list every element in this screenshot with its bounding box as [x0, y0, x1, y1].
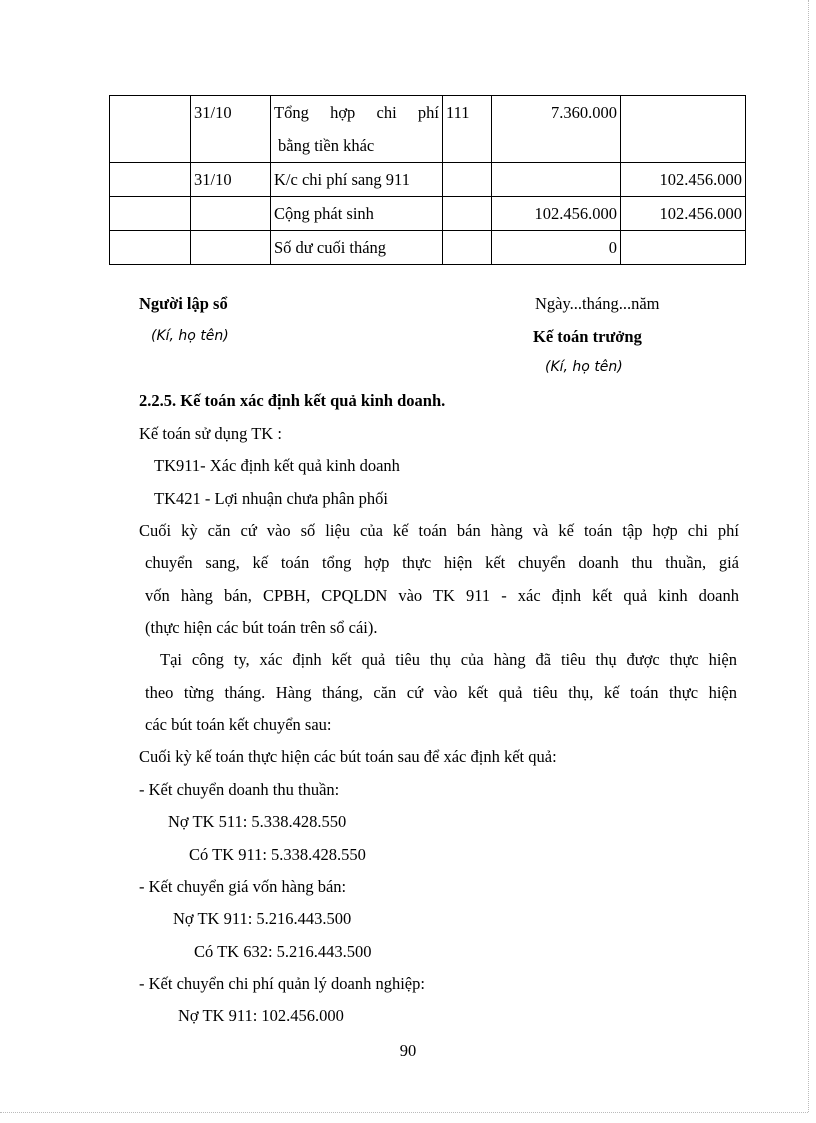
intro-line: Kế toán sử dụng TK : [139, 424, 282, 443]
word: hợp [330, 103, 356, 122]
entry-title: - Kết chuyển giá vốn hàng bán: [139, 877, 347, 896]
description-line-1 [274, 96, 439, 129]
page-border [0, 1112, 808, 1113]
page-number: 90 [399, 1041, 417, 1060]
description-cell [271, 96, 443, 163]
description-cell: K/c chi phí sang 911 [271, 163, 443, 197]
paragraph-line: Cuối kỳ kế toán thực hiện các bút toán sau để xác định kết quả: [139, 747, 557, 766]
paragraph-line: Tại công ty, xác định kết quả tiêu thụ của hàng đã tiêu thụ được thực hiện [160, 650, 737, 669]
entry-debit: Nợ TK 911: 102.456.000 [178, 1006, 344, 1025]
table-cell [110, 96, 191, 163]
account-cell: 111 [443, 96, 492, 163]
date-cell [191, 197, 271, 231]
word: phí [417, 103, 439, 122]
ledger-table [109, 95, 746, 265]
table-cell [110, 231, 191, 265]
paragraph-line: vốn hàng bán, CPBH, CPQLDN vào TK 911 - xác định kết quả kinh doanh [145, 586, 739, 605]
paragraph-line: Cuối kỳ căn cứ vào số liệu của kế toán bán hàng và kế toán tập hợp chi phí [139, 521, 739, 540]
debit-cell: 0 [492, 231, 621, 265]
page-border [808, 0, 809, 1112]
debit-cell: 102.456.000 [492, 197, 621, 231]
account-cell [443, 231, 492, 265]
paragraph-line: theo từng tháng. Hàng tháng, căn cứ vào kết quả tiêu thụ, kế toán thực hiện [145, 683, 737, 702]
entry-debit: Nợ TK 911: 5.216.443.500 [173, 909, 352, 928]
credit-cell: 102.456.000 [621, 197, 746, 231]
chief-accountant-label: Kế toán trưởng [533, 327, 642, 346]
credit-cell [621, 96, 746, 163]
entry-credit: Có TK 911: 5.338.428.550 [189, 845, 366, 864]
account-cell [443, 163, 492, 197]
entry-debit: Nợ TK 511: 5.338.428.550 [168, 812, 347, 831]
table-cell [110, 163, 191, 197]
table-cell [110, 197, 191, 231]
preparer-note: (Kí, họ tên) [151, 328, 229, 344]
table-row [110, 96, 746, 163]
table-row [110, 163, 746, 197]
paragraph-line: (thực hiện các bút toán trên sổ cái). [145, 618, 378, 637]
credit-cell: 102.456.000 [621, 163, 746, 197]
paragraph-line: chuyển sang, kế toán tổng hợp thực hiện kết chuyển doanh thu thuần, giá [145, 553, 739, 572]
account-421-line: TK421 - Lợi nhuận chưa phân phối [154, 489, 388, 508]
date-line: Ngày...tháng...năm [535, 294, 660, 313]
entry-credit: Có TK 632: 5.216.443.500 [194, 942, 372, 961]
account-cell [443, 197, 492, 231]
entry-title: - Kết chuyển doanh thu thuần: [139, 780, 340, 799]
table-row [110, 231, 746, 265]
paragraph-line: các bút toán kết chuyển sau: [145, 715, 332, 734]
table-row [110, 197, 746, 231]
description-cell: Số dư cuối tháng [271, 231, 443, 265]
chief-accountant-note: (Kí, họ tên) [545, 359, 623, 375]
word: chi [376, 103, 397, 122]
debit-cell: 7.360.000 [492, 96, 621, 163]
date-cell: 31/10 [191, 163, 271, 197]
credit-cell [621, 231, 746, 265]
section-heading: 2.2.5. Kế toán xác định kết quả kinh doanh. [139, 391, 446, 410]
debit-cell [492, 163, 621, 197]
entry-title: - Kết chuyển chi phí quản lý doanh nghiệp: [139, 974, 425, 993]
description-line-2: bằng tiền khác [278, 136, 375, 155]
word: Tổng [274, 103, 309, 122]
date-cell: 31/10 [191, 96, 271, 163]
description-cell: Cộng phát sinh [271, 197, 443, 231]
preparer-label: Người lập sổ [139, 294, 228, 313]
account-911-line: TK911- Xác định kết quả kinh doanh [154, 456, 400, 475]
date-cell [191, 231, 271, 265]
